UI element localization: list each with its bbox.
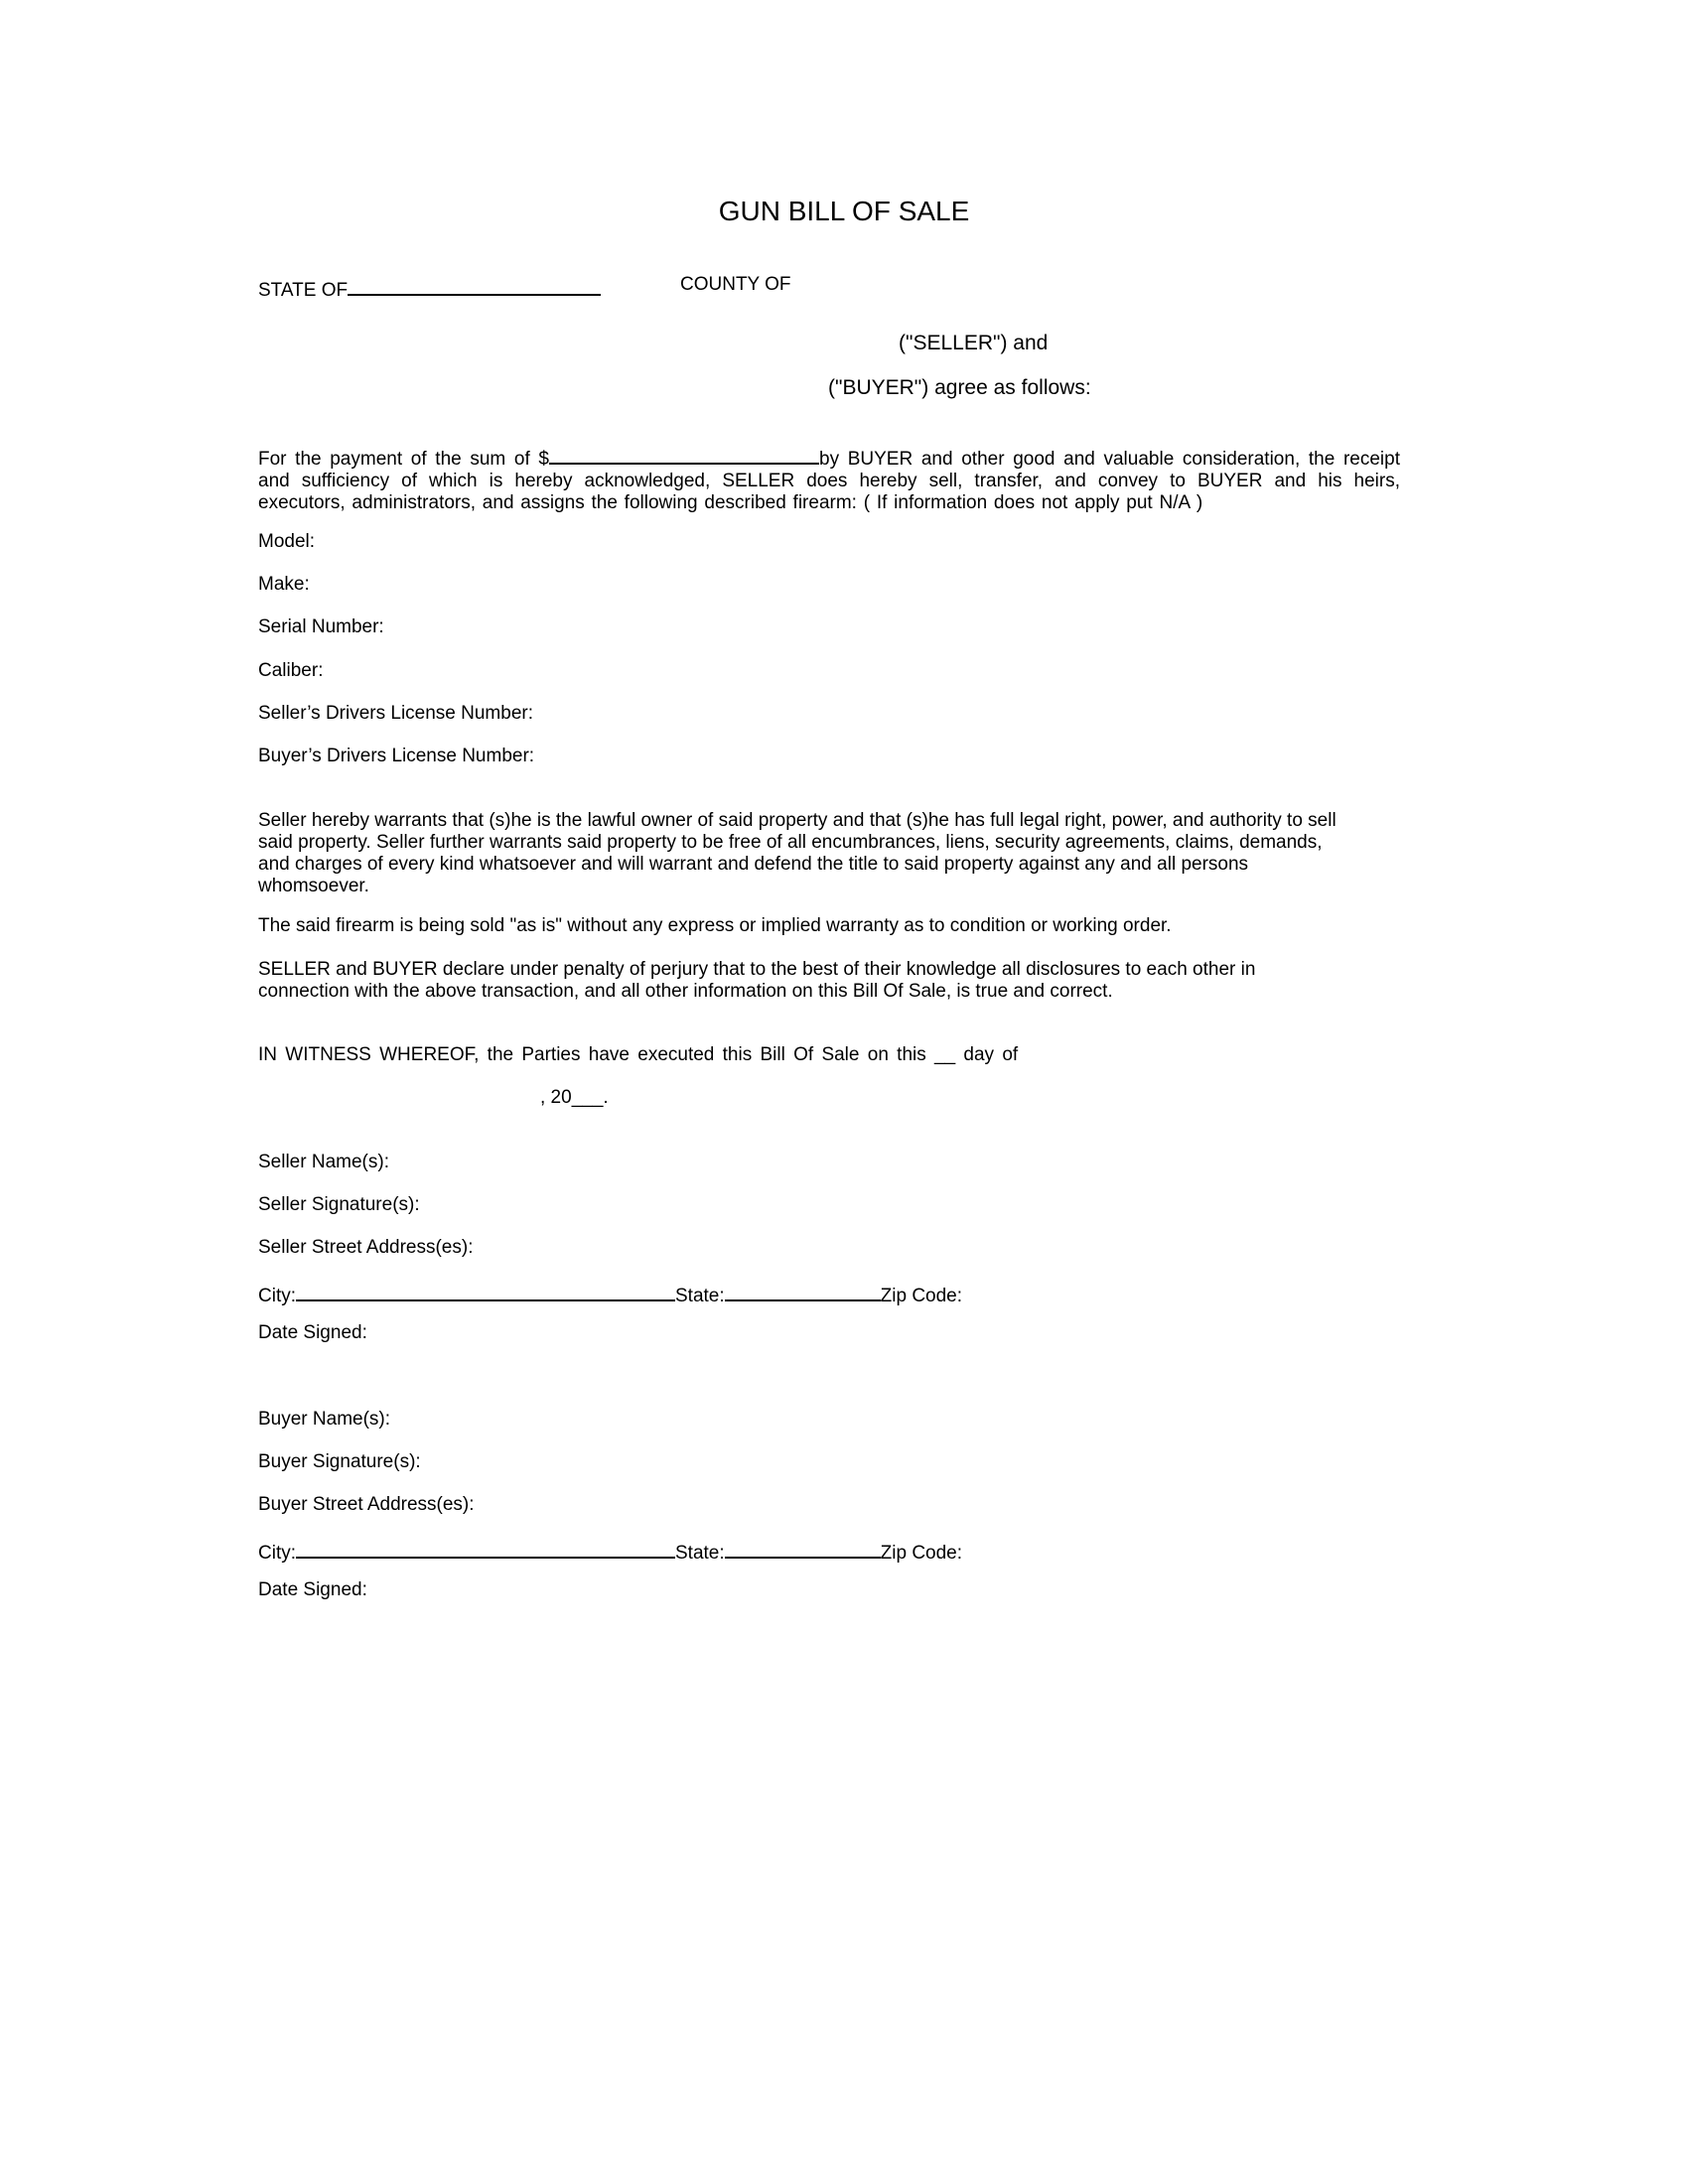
model-label: Model: [258, 531, 316, 552]
seller-date-signed-label: Date Signed: [258, 1322, 367, 1343]
perjury-line: connection with the above transaction, and all other information on this Bill Of Sale, is true and correct. [258, 981, 1113, 1002]
buyer-state-label: State: [675, 1543, 725, 1564]
perjury-line: SELLER and BUYER declare under penalty of perjury that to the best of their knowledge all disclosures to each other in [258, 959, 1256, 980]
caliber-label: Caliber: [258, 660, 324, 681]
state-row [258, 274, 601, 302]
buyer-date-signed-label: Date Signed: [258, 1579, 367, 1600]
buyer-address-label: Buyer Street Address(es): [258, 1494, 475, 1515]
payment-start: For the payment of the sum of $ [258, 449, 549, 470]
buyer-city-blank[interactable] [296, 1537, 675, 1559]
payment-line-2: and sufficiency of which is hereby acknowledged, SELLER does hereby sell, transfer, and convey to BUYER and his heirs, [258, 471, 1400, 491]
buyer-signature-label: Buyer Signature(s): [258, 1451, 421, 1472]
seller-drivers-license-label: Seller’s Drivers License Number: [258, 703, 534, 724]
county-label: COUNTY OF [680, 274, 791, 295]
payment-line-1 [258, 443, 1400, 471]
buyer-drivers-license-label: Buyer’s Drivers License Number: [258, 746, 535, 766]
seller-signature-label: Seller Signature(s): [258, 1194, 420, 1215]
warranty-line: said property. Seller further warrants said property to be free of all encumbrances, liens, security agreements, claims, demands, [258, 832, 1323, 853]
warranty-line: and charges of every kind whatsoever and will warrant and defend the title to said property against any and all persons [258, 854, 1249, 875]
seller-state-blank[interactable] [725, 1280, 881, 1301]
seller-zip-label: Zip Code: [880, 1286, 963, 1306]
payment-line-3: executors, administrators, and assigns the following described firearm: ( If information does not apply put N/A ) [258, 492, 1203, 513]
payment-rest: by BUYER and other good and valuable consideration, the receipt [819, 449, 1400, 470]
warranty-line: Seller hereby warrants that (s)he is the lawful owner of said property and that (s)he has full legal right, power, and authority to sell [258, 810, 1336, 831]
state-label: STATE OF [258, 280, 349, 301]
buyer-city-label: City: [258, 1543, 296, 1564]
seller-city-blank[interactable] [296, 1280, 675, 1301]
buyer-name-label: Buyer Name(s): [258, 1409, 391, 1430]
seller-address-label: Seller Street Address(es): [258, 1237, 474, 1258]
payment-paragraph [258, 443, 1400, 514]
seller-city-label: City: [258, 1286, 296, 1306]
serial-number-label: Serial Number: [258, 616, 384, 637]
witness-statement: IN WITNESS WHEREOF, the Parties have executed this Bill Of Sale on this __ day of [258, 1044, 1019, 1065]
seller-name-label: Seller Name(s): [258, 1152, 389, 1172]
as-is-statement: The said firearm is being sold "as is" without any express or implied warranty as to condition or working order. [258, 915, 1172, 936]
buyer-city-row [258, 1537, 962, 1565]
payment-amount-blank[interactable] [549, 443, 819, 465]
buyer-line: ("BUYER") agree as follows: [828, 376, 1091, 399]
warranty-line: whomsoever. [258, 876, 369, 896]
year-line: , 20___. [540, 1087, 609, 1108]
seller-state-label: State: [675, 1286, 725, 1306]
state-blank[interactable] [348, 274, 601, 296]
warranty-paragraph [258, 810, 1400, 897]
make-label: Make: [258, 574, 310, 595]
perjury-paragraph [258, 959, 1400, 1003]
buyer-zip-label: Zip Code: [880, 1543, 963, 1564]
seller-line: ("SELLER") and [899, 332, 1049, 354]
buyer-state-blank[interactable] [725, 1537, 881, 1559]
document-title: GUN BILL OF SALE [718, 196, 970, 226]
seller-city-row [258, 1280, 962, 1307]
